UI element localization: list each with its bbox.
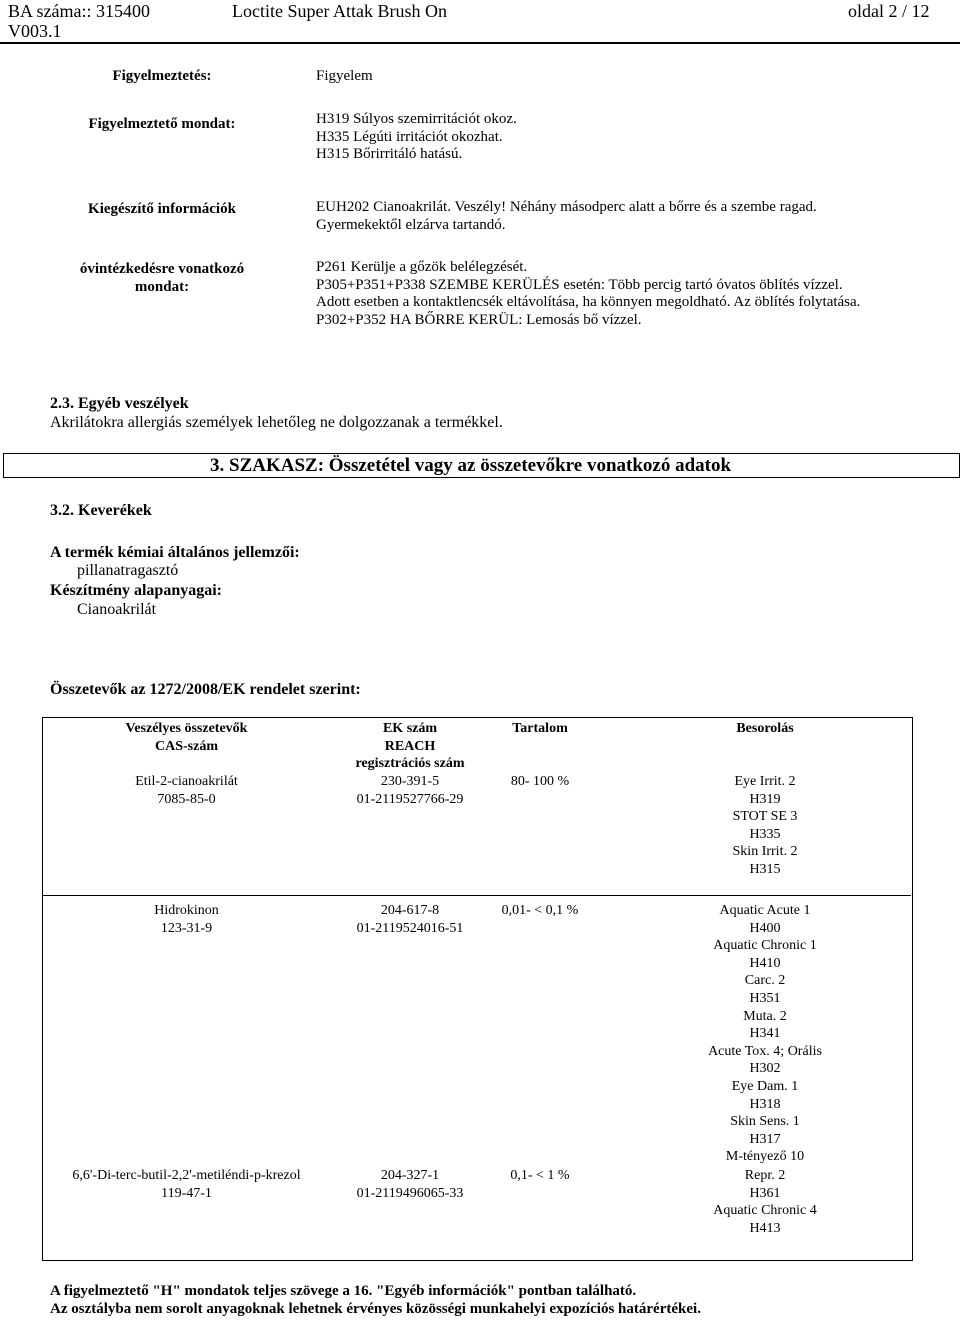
product-name: Loctite Super Attak Brush On (232, 1, 447, 21)
cell-text: Carc. 2 (744, 973, 786, 989)
cell-text: Aquatic Chronic 4 (713, 1203, 817, 1219)
table-row-1-name (44, 773, 329, 808)
other-hazards-title: 2.3. Egyéb veszélyek (50, 395, 189, 412)
table-row-1-content (480, 773, 600, 791)
header-text: Veszélyes összetevők (125, 721, 248, 736)
table-row-1-ek (330, 773, 490, 808)
chem-value: pillanatragasztó (77, 562, 179, 579)
cell-text: STOT SE 3 (732, 809, 798, 825)
version: V003.1 (8, 21, 62, 41)
cell-text: 123-31-9 (160, 920, 213, 936)
cell-text: 0,1- < 1 % (510, 1168, 570, 1183)
supplementary-line: EUH202 Cianoakrilát. Veszély! Néhány másodperc alatt a bőrre és a szembe ragad. (316, 199, 817, 215)
cell-text: 0,01- < 0,1 % (501, 903, 579, 918)
cell-text: Eye Dam. 1 (731, 1078, 799, 1094)
cell-text: Etil-2-cianoakrilát (135, 774, 238, 789)
cell-text: H413 (749, 1220, 781, 1236)
cell-text: Muta. 2 (743, 1008, 787, 1024)
table-row-3-name (44, 1167, 329, 1202)
header-text: regisztrációs szám (355, 756, 465, 772)
other-hazards-text: Akrilátokra allergiás személyek lehetőleg ne dolgozzanak a termékkel. (50, 414, 503, 431)
section-3-title: 3. SZAKASZ: Összetétel vagy az összetevőkre vonatkozó adatok (210, 455, 732, 476)
table-row-2-content (480, 902, 600, 920)
cell-text: H318 (749, 1096, 781, 1112)
cell-text: H315 (749, 861, 781, 877)
table-row-3-class (620, 1167, 910, 1237)
precaution-label (47, 260, 277, 296)
ba-number: BA száma:: 315400 (8, 1, 150, 21)
cell-text: H335 (749, 826, 781, 842)
precaution-statement: P261 Kerülje a gőzök belélegzését. (316, 259, 528, 275)
cell-text: 230-391-5 (380, 774, 440, 789)
table-row-3-content (480, 1167, 600, 1185)
cell-text: Aquatic Chronic 1 (713, 938, 817, 954)
cell-text: M-tényező 10 (725, 1149, 805, 1165)
signal-word-label: Figyelmeztetés: (112, 68, 212, 84)
cell-text: H341 (749, 1026, 781, 1042)
cell-text: 01-2119524016-51 (356, 920, 464, 936)
mixtures-title: 3.2. Keverékek (50, 502, 152, 519)
cell-text: H400 (749, 920, 781, 936)
precaution-statement: P305+P351+P338 SZEMBE KERÜLÉS esetén: Több percig tartó óvatos öblítés vízzel. (316, 276, 843, 293)
header-rule (0, 42, 960, 44)
header-text: EK szám (382, 721, 438, 736)
cell-text: Eye Irrit. 2 (734, 774, 796, 789)
cell-text: H302 (749, 1061, 781, 1077)
cell-text: H351 (749, 990, 781, 1006)
hazard-statements-label: Figyelmeztető mondat: (88, 116, 236, 132)
base-value: Cianoakrilát (77, 601, 157, 618)
cell-text: 119-47-1 (161, 1185, 212, 1201)
table-row-2-name (44, 902, 329, 937)
cell-text: 6,6'-Di-terc-butil-2,2'-metiléndi-p-krezol (72, 1168, 301, 1183)
chem-label: A termék kémiai általános jellemzői: (50, 544, 300, 561)
cell-text: H410 (749, 955, 781, 971)
supplementary-info (316, 199, 817, 234)
supplementary-label: Kiegészítő információk (88, 201, 236, 217)
hazard-statement: H315 Bőrirritáló hatású. (316, 146, 463, 163)
cell-text: 01-2119496065-33 (356, 1185, 464, 1201)
base-label: Készítmény alapanyagai: (50, 582, 222, 599)
hazard-statements (316, 111, 517, 164)
table-row-3-ek (330, 1167, 490, 1202)
cell-text: 01-2119527766-29 (356, 791, 464, 807)
precaution-statement: Adott esetben a kontaktlencsék eltávolítása, ha könnyen megoldható. Az öblítés folytatása. (316, 294, 861, 311)
header-text: REACH (384, 738, 436, 754)
precaution-label-line: mondat: (134, 279, 190, 295)
table-row-2-ek (330, 902, 490, 937)
cell-text: H317 (749, 1131, 781, 1147)
cell-text: 204-617-8 (380, 903, 440, 918)
cell-text: Aquatic Acute 1 (719, 903, 811, 918)
components-title: Összetevők az 1272/2008/EK rendelet szerint: (50, 681, 361, 698)
hazard-statement: H319 Súlyos szemirritációt okoz. (316, 111, 517, 127)
page-number: oldal 2 / 12 (848, 1, 930, 21)
header-text: Tartalom (512, 721, 568, 736)
footer-note-h-statements: A figyelmeztető "H" mondatok teljes szövege a 16. "Egyéb információk" pontban található. (50, 1283, 637, 1299)
cell-text: 204-327-1 (380, 1168, 440, 1183)
cell-text: 80- 100 % (510, 774, 570, 789)
cell-text: H361 (749, 1185, 781, 1201)
precaution-statements (316, 259, 860, 329)
footer-note-exposure: Az osztályba nem sorolt anyagoknak lehetnek érvényes közösségi munkahelyi expozíciós határértékei. (50, 1301, 701, 1317)
header-text: Besorolás (736, 721, 794, 736)
cell-text: H319 (749, 791, 781, 807)
table-row-2-class (620, 902, 910, 1166)
hazard-statement: H335 Légúti irritációt okozhat. (316, 128, 503, 145)
precaution-statement: P302+P352 HA BŐRRE KERÜL: Lemosás bő vízzel. (316, 311, 642, 328)
signal-word-value: Figyelem (316, 68, 373, 84)
header-text: CAS-szám (155, 738, 218, 754)
cell-text: Skin Sens. 1 (730, 1114, 800, 1130)
cell-text: Repr. 2 (744, 1168, 786, 1183)
cell-text: 7085-85-0 (157, 791, 216, 807)
cell-text: Skin Irrit. 2 (732, 844, 798, 860)
cell-text: Hidrokinon (154, 903, 219, 918)
precaution-label-line: óvintézkedésre vonatkozó (79, 261, 245, 277)
cell-text: Acute Tox. 4; Orális (708, 1043, 822, 1059)
table-row-1-class (620, 773, 910, 879)
supplementary-line: Gyermekektől elzárva tartandó. (316, 216, 506, 233)
